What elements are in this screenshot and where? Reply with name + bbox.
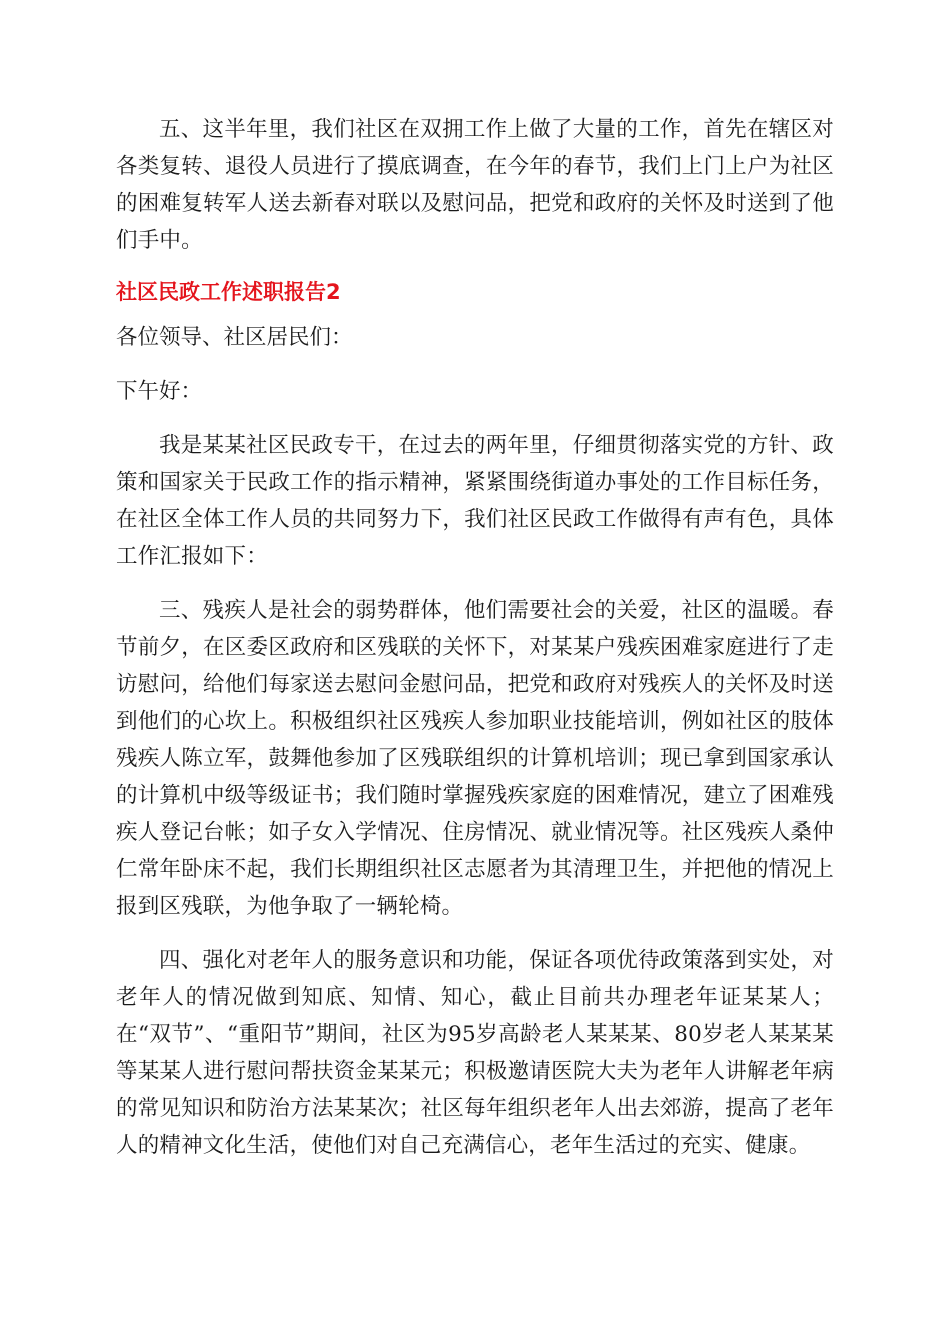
greeting: 下午好： [116, 379, 203, 404]
paragraph-item-five: 五、这半年里，我们社区在双拥工作上做了大量的工作，首先在辖区对各类复转、退役人员进行了摸底调查，在今年的春节，我们上门上户为社区的困难复转军人送去新春对联以及慰问品，把党和政府的关怀及时送到了他们手中。 [116, 117, 834, 253]
document-body [116, 111, 834, 1164]
paragraph-item-three: 三、残疾人是社会的弱势群体，他们需要社会的关爱，社区的温暖。春节前夕，在区委区政府和区残联的关怀下，对某某户残疾困难家庭进行了走访慰问，给他们每家送去慰问金慰问品，把党和政府对残疾人的关怀及时送到他们的心坎上。积极组织社区残疾人参加职业技能培训，例如社区的肢体残疾人陈立军，鼓舞他参加了区残联组织的计算机培训；现已拿到国家承认的计算机中级等级证书；我们随时掌握残疾家庭的困难情况，建立了困难残疾人登记台帐；如子女入学情况、住房情况、就业情况等。社区残疾人桑仲仁常年卧床不起，我们长期组织社区志愿者为其清理卫生，并把他的情况上报到区残联，为他争取了一辆轮椅。 [116, 598, 834, 919]
section-title: 社区民政工作述职报告2 [116, 280, 341, 304]
salutation: 各位领导、社区居民们： [116, 325, 353, 350]
paragraph-item-four: 四、强化对老年人的服务意识和功能，保证各项优待政策落到实处，对老年人的情况做到知底、知情、知心，截止目前共办理老年证某某人；在“双节”、“重阳节”期间，社区为95岁高龄老人某某某、80岁老人某某某等某某人进行慰问帮扶资金某某元；积极邀请医院大夫为老年人讲解老年病的常见知识和防治方法某某次；社区每年组织老年人出去郊游，提高了老年人的精神文化生活，使他们对自己充满信心，老年生活过的充实、健康。 [116, 948, 834, 1158]
paragraph-intro: 我是某某社区民政专干，在过去的两年里，仔细贯彻落实党的方针、政策和国家关于民政工作的指示精神，紧紧围绕街道办事处的工作目标任务，在社区全体工作人员的共同努力下，我们社区民政工作做得有声有色，具体工作汇报如下： [116, 433, 834, 569]
